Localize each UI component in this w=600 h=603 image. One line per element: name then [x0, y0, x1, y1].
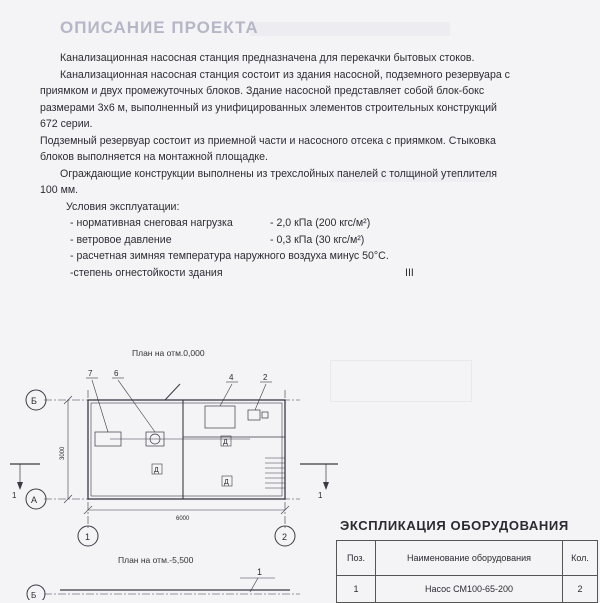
col-header-name: Наименование оборудования	[376, 541, 563, 576]
condition-item	[70, 265, 510, 282]
condition-value: III	[405, 266, 414, 279]
cell-pos: 1	[337, 576, 376, 603]
section-mark-left: 1	[12, 491, 17, 500]
room-mark: Д	[224, 479, 229, 486]
axis-number-2: 2	[282, 532, 288, 542]
axis-letter-a: А	[31, 495, 38, 505]
plan2-title: План на отм.-5,500	[118, 555, 194, 565]
axis-number-1: 1	[85, 532, 91, 542]
callout-6: 6	[114, 369, 119, 378]
table-row	[337, 576, 598, 603]
plan2-callout: 1	[257, 567, 263, 577]
condition-label: -степень огнестойкости здания	[70, 266, 223, 279]
condition-item	[70, 215, 510, 232]
room-mark: Д	[223, 439, 228, 446]
condition-item	[70, 232, 510, 249]
plan1-title: План на отм.0,000	[132, 348, 205, 358]
paragraph: Подземный резервуар состоит из приемной части и насосного отсека с приямком. Стыковка блоков выполняется на монтажной площадке.	[40, 134, 496, 163]
page-heading: ОПИСАНИЕ ПРОЕКТА	[60, 18, 259, 37]
table-header-row	[337, 541, 598, 576]
equipment-title: ЭКСПЛИКАЦИЯ ОБОРУДОВАНИЯ	[340, 518, 569, 533]
cell-name: Насос СМ100-65-200	[376, 576, 563, 603]
paragraph: Канализационная насосная станция состоит из здания насосной, подземного резервуара с приямком и двух промежуточных блоков. Здание насосной представляет собой блок-бокс размерами 3х6 м, выполненный из унифицированных элементов строительных конструкций 672 серии.	[40, 68, 510, 130]
section-mark-right: 1	[318, 491, 323, 500]
col-header-pos: Поз.	[337, 541, 376, 576]
paragraph: Ограждающие конструкции выполнены из трехслойных панелей с толщиной утеплителя 100 мм.	[40, 167, 497, 196]
cell-qty: 2	[563, 576, 598, 603]
reverse-side-show-through	[250, 22, 450, 36]
condition-item	[70, 248, 510, 265]
condition-value: - 2,0 кПа (200 кгс/м²)	[270, 217, 371, 229]
equipment-table	[336, 540, 598, 603]
callout-7: 7	[88, 369, 93, 378]
paragraph: Канализационная насосная станция предназначена для перекачки бытовых стоков.	[60, 52, 475, 64]
dimension-horizontal: 6000	[176, 516, 190, 522]
callout-2: 2	[263, 373, 268, 382]
description-text	[40, 50, 510, 281]
axis-letter-b: Б	[31, 396, 37, 406]
col-header-qty: Кол.	[563, 541, 598, 576]
callout-4: 4	[229, 373, 234, 382]
dimension-vertical: 3000	[60, 446, 66, 460]
plan2-axis-letter: Б	[31, 591, 37, 600]
condition-label: - расчетная зимняя температура наружного воздуха минус 50°С.	[70, 250, 389, 262]
condition-value: - 0,3 кПа (30 кгс/м²)	[270, 233, 365, 246]
condition-label: - нормативная снеговая нагрузка	[70, 217, 233, 229]
condition-label: - ветровое давление	[70, 233, 172, 246]
conditions-title: Условия эксплуатации:	[66, 200, 180, 213]
room-mark: Д	[154, 467, 159, 474]
